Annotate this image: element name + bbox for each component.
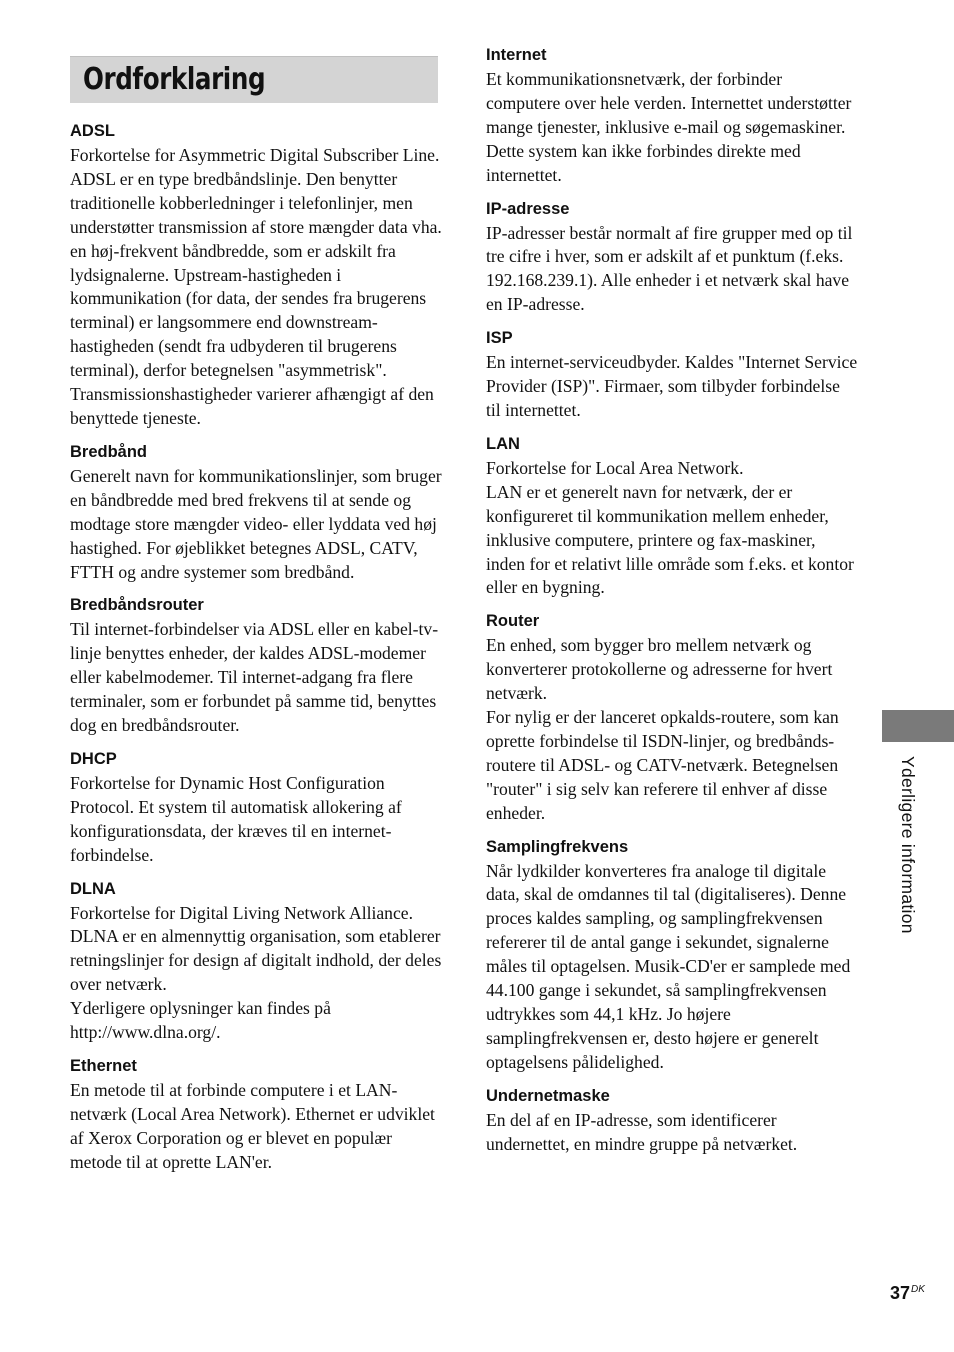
glossary-term: Internet <box>486 46 547 64</box>
glossary-definition: Forkortelse for Asymmetric Digital Subscriber Line. ADSL er en type bredbåndslinje. Den benytter traditionelle kobberledninger i telefonlinjer, men understøtter transmission af store mængder data vha. en høj-frekvent båndbredde, som er adskilt fra lydsignalerne. Upstream-hastigheden i kommunikation (for data, der sendes fra brugerens terminal) er langsommere end downstream-hastigheden (sendt fra udbyderen til brugerens terminal), derfor betegnelsen "asymmetrisk". Transmissionshastigheder varierer afhængigt af den benyttede tjeneste. <box>70 145 442 428</box>
glossary-entry-internet <box>486 44 858 188</box>
glossary-term: ADSL <box>70 122 115 140</box>
glossary-term: LAN <box>486 434 520 453</box>
glossary-definition: Forkortelse for Local Area Network. <box>486 457 744 478</box>
glossary-definition: Dette system kan ikke forbindes direkte med internettet. <box>486 140 801 185</box>
page-number-suffix: DK <box>911 1284 925 1295</box>
glossary-definition: Generelt navn for kommunikationslinjer, som bruger en båndbredde med bred frekvens til at sende og modtage store mængder video- eller lyddata ved høj hastighed. For øjeblikket betegnes ADSL, CATV, FTTH og andre systemer som bredbånd. <box>70 465 442 582</box>
glossary-term: ISP <box>486 329 513 348</box>
glossary-definition: LAN er et generelt navn for netværk, der er konfigureret til kommunikation mellem enheder, inklusive computere, printere og fax-maskiner, inden for et relativt lille område som f.eks. et kontor eller en bygning. <box>486 481 854 598</box>
glossary-entry-ip-adresse <box>486 198 858 318</box>
glossary-term: IP-adresse <box>486 199 570 218</box>
glossary-entry-samplingfrekvens <box>486 836 858 1075</box>
page-number <box>890 1283 925 1304</box>
glossary-term: DLNA <box>70 879 116 898</box>
glossary-entry-router <box>486 610 858 825</box>
glossary-definition: Yderligere oplysninger kan findes på http://www.dlna.org/. <box>70 998 331 1043</box>
glossary-entry-bredband <box>70 441 442 585</box>
glossary-entry-dlna <box>70 878 442 1045</box>
glossary-entry-dhcp <box>70 748 442 868</box>
glossary-definition: Til internet-forbindelser via ADSL eller en kabel-tv-linje benyttes enheder, der kaldes ADSL-modemer eller kabelmodemer. Til internet-adgang fra flere terminaler, som er forbundet på samme tid, benyttes dog en bredbåndsrouter. <box>70 619 439 736</box>
glossary-definition: En internet-serviceudbyder. Kaldes "Internet Service Provider (ISP)". Firmaer, som tilbyder forbindelse til internettet. <box>486 352 858 420</box>
glossary-term: Bredbånd <box>70 442 148 461</box>
page-title: Ordforklaring <box>83 62 266 97</box>
side-tab-marker <box>882 710 954 742</box>
glossary-term: Samplingfrekvens <box>486 837 629 856</box>
section-title-box <box>70 56 438 103</box>
glossary-definition: Forkortelse for Dynamic Host Configuration Protocol. Et system til automatisk allokering af konfigurationsdata, der kræves til en internet-forbindelse. <box>70 772 402 865</box>
glossary-definition: Når lydkilder konverteres fra analoge til digitale data, skal de omdannes til tal (digitaliseres). Denne proces kaldes sampling, og samplingfrekvensen refererer til de antal gange i sekundet, signalerne måles til optagelsen. Musik-CD'er er samplede med 44.100 gange i sekundet, så samplingfrekvensen udtrykkes som 44,1 kHz. Jo højere samplingfrekvensen er, desto højere er generelt optagelsens pålidelighed. <box>486 860 851 1072</box>
glossary-definition: IP-adresser består normalt af fire grupper med op til tre cifre i hver, som er adskilt af et punktum (f.eks. 192.168.239.1). Alle enheder i et netværk skal have en IP-adresse. <box>486 222 853 315</box>
glossary-entry-undernetmaske <box>486 1085 858 1157</box>
glossary-definition: For nylig er der lanceret opkalds-routere, som kan oprette forbindelse til ISDN-linjer, og bredbånds-routere til ADSL- og CATV-netværk. Betegnelsen "router" i sig selv kan referere til enhver af disse enheder. <box>486 707 839 823</box>
glossary-entry-isp <box>486 327 858 423</box>
left-column <box>70 120 442 1185</box>
page-number-value: 37 <box>890 1283 911 1303</box>
glossary-definition: En metode til at forbinde computere i et LAN-netværk (Local Area Network). Ethernet er udviklet af Xerox Corporation og er blevet en populær metode til at oprette LAN'er. <box>70 1080 435 1172</box>
glossary-definition: Forkortelse for Digital Living Network Alliance. DLNA er en almennyttig organisation, som etablerer retningslinjer for design af digitalt indhold, der deles over netværk. <box>70 902 442 995</box>
right-column <box>486 44 858 1167</box>
glossary-term: Router <box>486 612 540 631</box>
glossary-term: Undernetmaske <box>486 1086 610 1105</box>
glossary-term: Bredbåndsrouter <box>70 596 204 615</box>
glossary-definition: En enhed, som bygger bro mellem netværk og konverterer protokollerne og adresserne for hvert netværk. <box>486 635 833 704</box>
glossary-term: Ethernet <box>70 1057 137 1075</box>
glossary-entry-ethernet <box>70 1055 442 1175</box>
glossary-entry-bredbandsrouter <box>70 594 442 738</box>
glossary-definition: En del af en IP-adresse, som identificerer undernettet, en mindre gruppe på netværket. <box>486 1109 798 1154</box>
glossary-definition: Et kommunikationsnetværk, der forbinder computere over hele verden. Internettet understøtter mange tjenester, inklusive e-mail og søgemaskiner. <box>486 69 852 137</box>
glossary-entry-lan <box>486 433 858 600</box>
glossary-term: DHCP <box>70 749 117 768</box>
glossary-entry-adsl <box>70 120 442 431</box>
side-tab-label: Yderligere information <box>898 756 918 934</box>
